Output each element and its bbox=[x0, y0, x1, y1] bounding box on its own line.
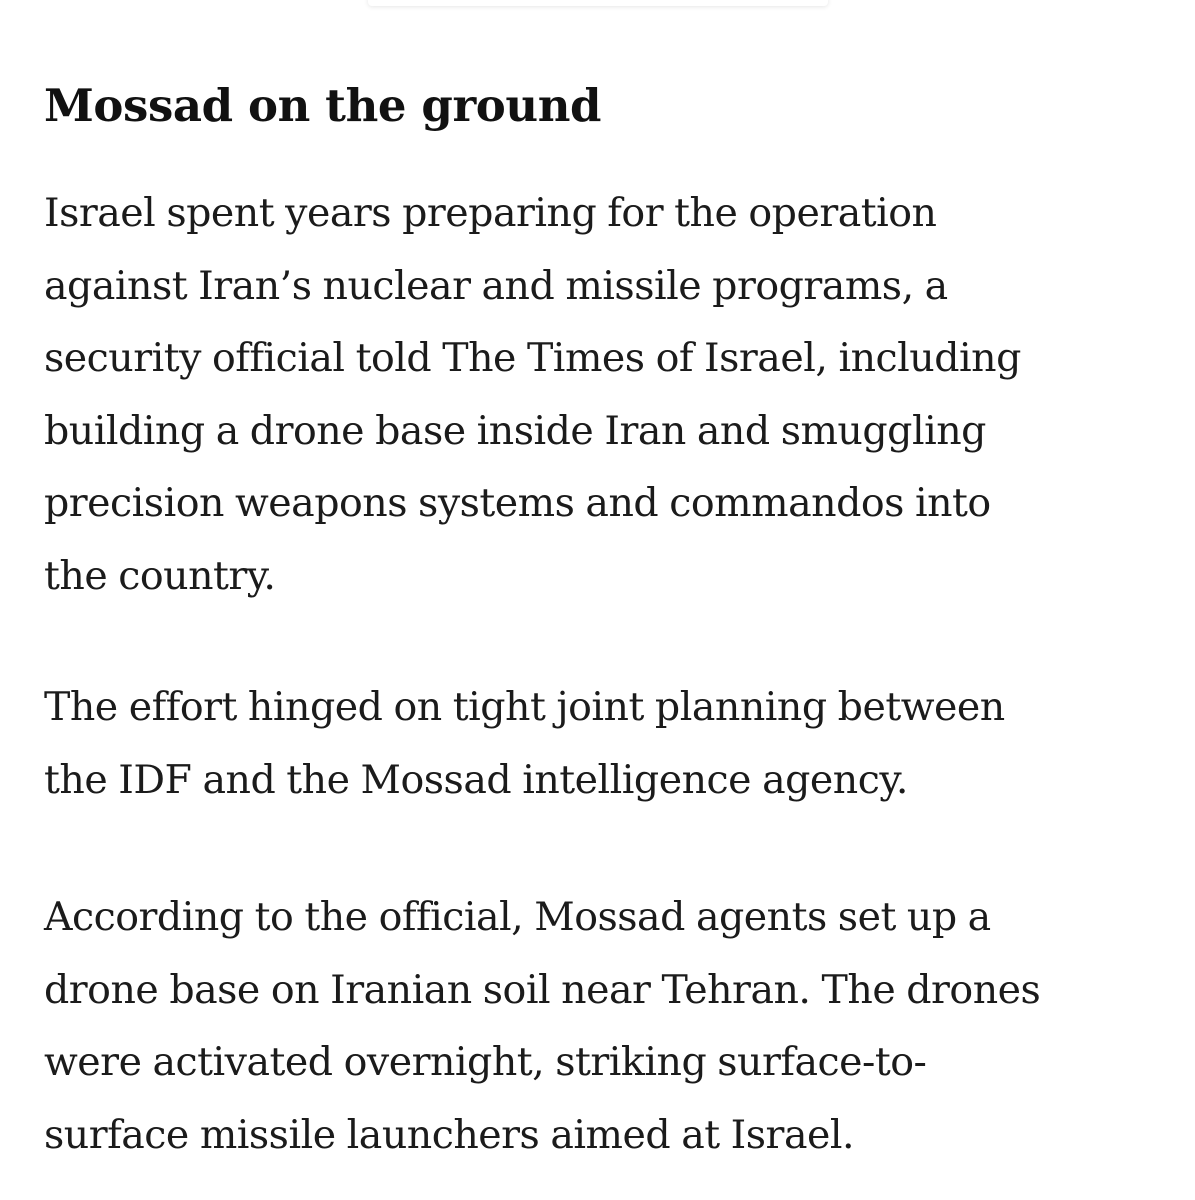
paragraph-2 bbox=[44, 671, 1005, 816]
paragraph-line: precision weapons systems and commandos into bbox=[44, 480, 991, 526]
paragraph-line: were activated overnight, striking surface-to- bbox=[44, 1039, 927, 1085]
paragraph-line: drone base on Iranian soil near Tehran. The drones bbox=[44, 966, 1041, 1013]
paragraph-line: surface missile launchers aimed at Israel. bbox=[44, 1111, 855, 1158]
previous-card-edge bbox=[368, 0, 828, 6]
paragraph-line: According to the official, Mossad agents set up a bbox=[44, 894, 991, 940]
paragraph-line: The effort hinged on tight joint planning between bbox=[44, 684, 1005, 730]
paragraph-1 bbox=[44, 177, 1021, 612]
paragraph-line: Israel spent years preparing for the operation bbox=[44, 190, 937, 236]
paragraph-line: the IDF and the Mossad intelligence agency. bbox=[44, 756, 908, 803]
paragraph-line: against Iran’s nuclear and missile programs, a bbox=[44, 262, 948, 309]
paragraph-line: building a drone base inside Iran and smuggling bbox=[44, 407, 986, 454]
paragraph-line: security official told The Times of Israel, including bbox=[44, 335, 1021, 381]
paragraph-line: the country. bbox=[44, 552, 276, 599]
paragraph-3 bbox=[44, 881, 1040, 1171]
section-heading: Mossad on the ground bbox=[44, 79, 602, 132]
